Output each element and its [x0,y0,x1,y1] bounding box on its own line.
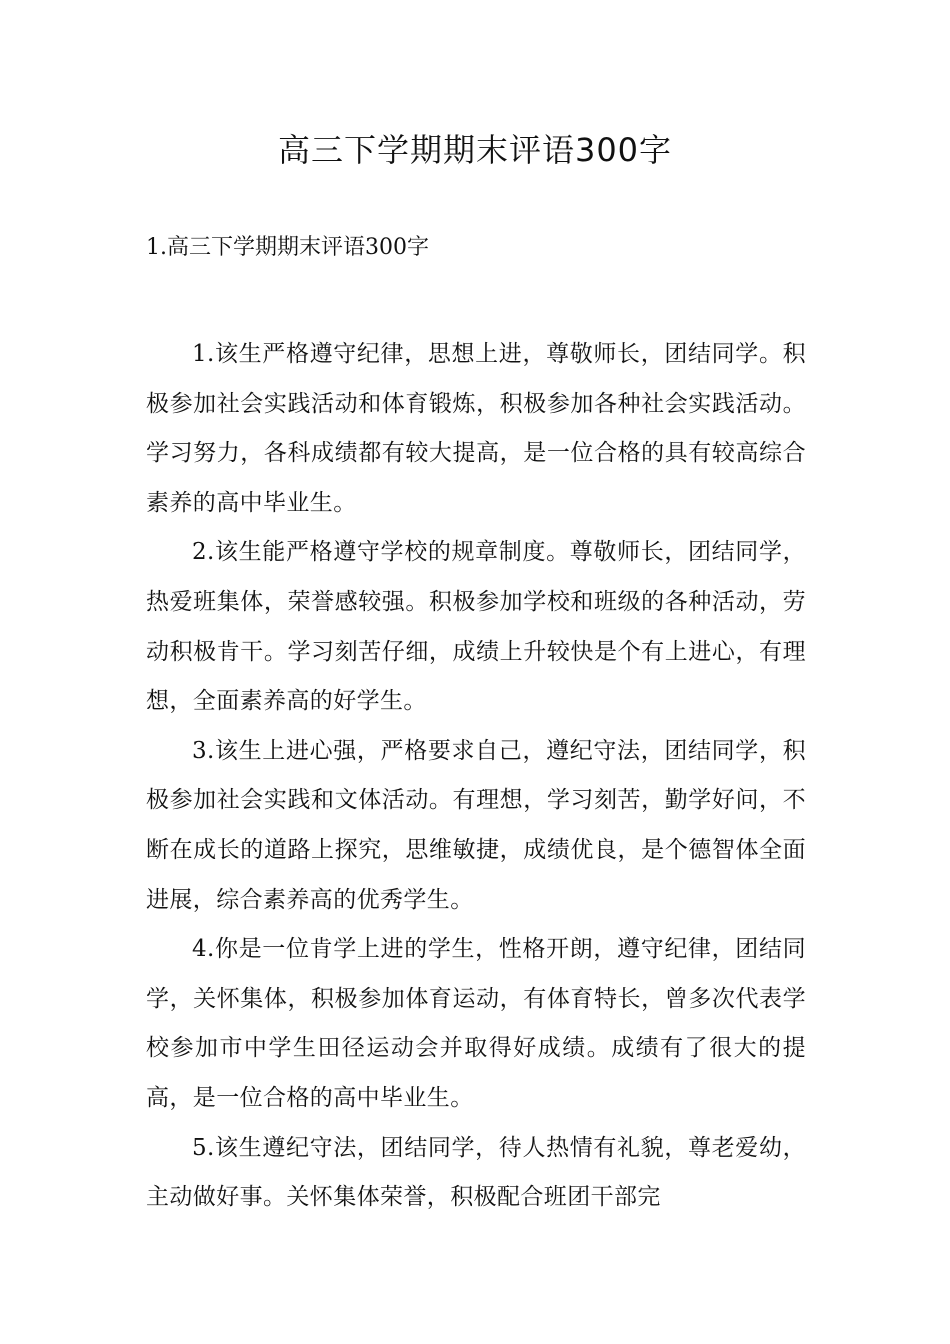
paragraph-3: 3.该生上进心强，严格要求自己，遵纪守法，团结同学，积极参加社会实践和文体活动。有理想，学习刻苦，勤学好问，不断在成长的道路上探究，思维敏捷，成绩优良，是个德智体全面进展，综合素养高的优秀学生。 [146,737,806,913]
paragraph-2: 2.该生能严格遵守学校的规章制度。尊敬师长，团结同学，热爱班集体，荣誉感较强。积极参加学校和班级的各种活动，劳动积极肯干。学习刻苦仔细，成绩上升较快是个有上进心，有理想，全面素养高的好学生。 [146,539,806,715]
paragraph-4: 4.你是一位肯学上进的学生，性格开朗，遵守纪律，团结同学，关怀集体，积极参加体育运动，有体育特长，曾多次代表学校参加市中学生田径运动会并取得好成绩。成绩有了很大的提高，是一位合格的高中毕业生。 [146,936,806,1111]
paragraph-5: 5.该生遵纪守法，团结同学，待人热情有礼貌，尊老爱幼，主动做好事。关怀集体荣誉，积极配合班团干部完 [146,1134,806,1211]
document-title: 高三下学期期末评语300字 [277,131,673,169]
section-heading: 1.高三下学期期末评语300字 [146,235,429,260]
paragraph-1: 1.该生严格遵守纪律，思想上进，尊敬师长，团结同学。积极参加社会实践活动和体育锻炼，积极参加各种社会实践活动。学习努力，各科成绩都有较大提高，是一位合格的具有较高综合素养的高中毕业生。 [146,341,806,516]
document-body [146,330,806,1223]
